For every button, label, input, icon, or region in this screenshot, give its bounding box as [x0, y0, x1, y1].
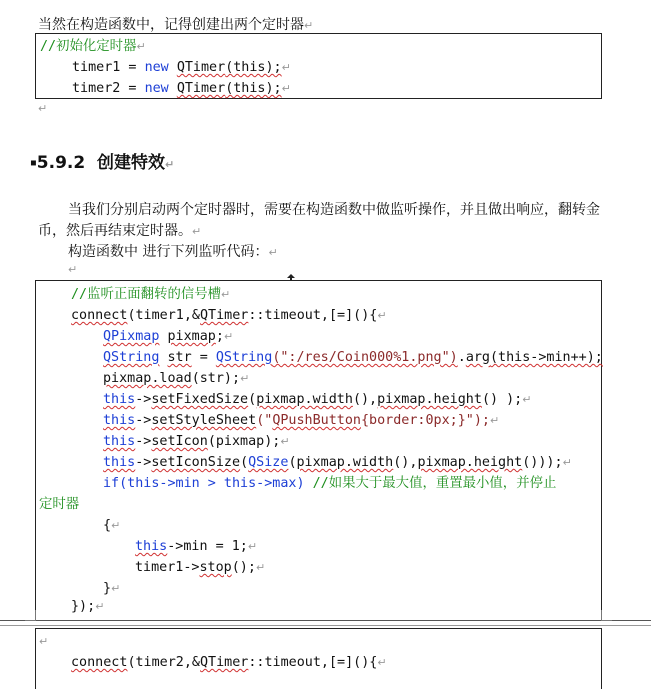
code-line-setstylesheet: this->setStyleSheet("QPushButton{border:0px;}");↵: [103, 413, 500, 428]
page-break-line-2: [0, 625, 651, 626]
paragraph-mark: ↵: [39, 635, 49, 648]
intro-text: 当然在构造函数中，记得创建出两个定时器↵: [38, 17, 314, 33]
crop-mark: [25, 610, 36, 621]
paragraph-mark: ↵: [68, 263, 78, 276]
paragraph-mark: ↵: [304, 19, 314, 32]
code-line-end: });↵: [71, 599, 105, 614]
code-line-timer1: timer1 = new QTimer(this);↵: [72, 60, 291, 75]
crop-mark: [601, 610, 612, 621]
paragraph-body-cont: 币，然后再结束定时器。↵: [38, 223, 202, 239]
paragraph-body: 当我们分别启动两个定时器时，需要在构造函数中做监听操作，并且做出响应，翻转金: [68, 202, 600, 218]
code-comment: //监听正面翻转的信号槽↵: [71, 287, 231, 302]
code-line-connect: connect(timer1,&QTimer::timeout,[=](){↵: [71, 308, 387, 323]
code-block-connect-timer2: [35, 628, 602, 689]
code-block-connect-timer1: [35, 280, 602, 621]
code-line-seticon: this->setIcon(pixmap);↵: [103, 434, 290, 449]
code-line-brace-open: {↵: [103, 518, 121, 533]
code-line-connect-timer2: connect(timer2,&QTimer::timeout,[=](){↵: [71, 655, 387, 670]
code-line-setfixedsize: this->setFixedSize(pixmap.width(),pixmap.height() );↵: [103, 392, 532, 407]
code-line-if: if(this->min > this->max) //如果大于最大值，重置最小值，并停止: [103, 476, 557, 491]
code-line-seticonsize: this->setIconSize(QSize(pixmap.width(),pixmap.height()));↵: [103, 455, 572, 470]
paragraph-listen: 构造函数中 进行下列监听代码：↵: [68, 244, 278, 260]
code-line-stop: timer1->stop();↵: [135, 560, 266, 575]
section-heading: ▪5.9.2 创建特效↵: [30, 153, 175, 173]
code-line-qstring: QString str = QString(":/res/Coin000%1.png").arg(this->min++);: [103, 350, 603, 365]
code-line-if-cont: 定时器: [39, 497, 80, 512]
code-line-qpixmap: QPixmap pixmap;↵: [103, 329, 234, 344]
code-line-load: pixmap.load(str);↵: [103, 371, 250, 386]
code-block-init-timers: [35, 33, 602, 99]
code-comment: //初始化定时器↵: [40, 39, 146, 54]
code-line-reset-min: this->min = 1;↵: [135, 539, 258, 554]
paragraph-mark: ↵: [38, 102, 48, 115]
code-line-timer2: timer2 = new QTimer(this);↵: [72, 81, 291, 96]
code-line-brace-close: }↵: [103, 581, 121, 596]
page-break-line: [0, 620, 651, 621]
